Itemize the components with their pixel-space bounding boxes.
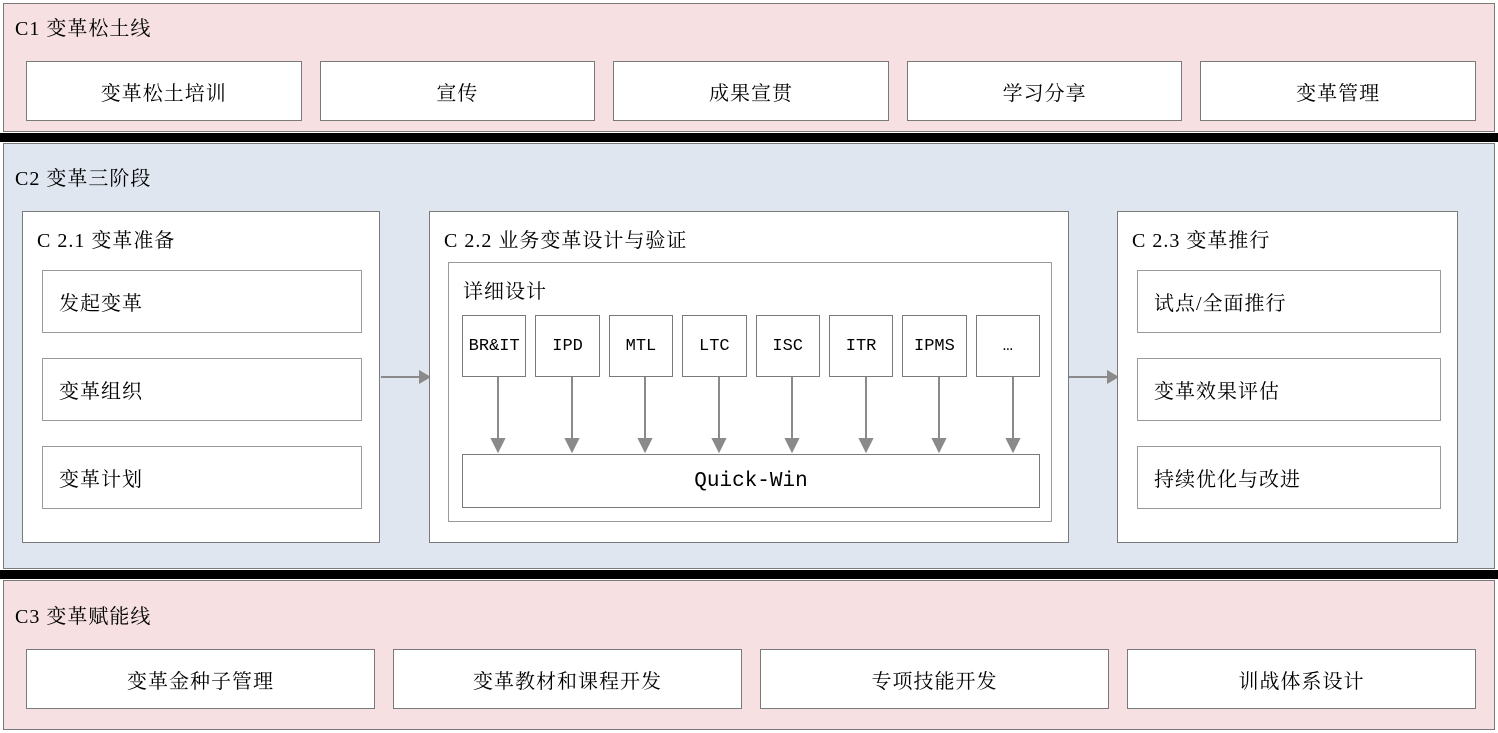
band-c3-title: C3 变革赋能线 xyxy=(15,606,152,628)
band-c1-title: C1 变革松土线 xyxy=(15,18,152,40)
module-7-more[interactable]: … xyxy=(976,315,1040,377)
module-4[interactable]: ISC xyxy=(756,315,820,377)
band-c1-items xyxy=(26,61,1476,121)
module-0[interactable]: BR&IT xyxy=(462,315,526,377)
panel-c21-title: C 2.1 变革准备 xyxy=(37,230,176,252)
arrow-down-icon-group xyxy=(462,377,1040,457)
panel-change-preparation xyxy=(22,211,380,543)
c1-item-4[interactable]: 变革管理 xyxy=(1200,61,1476,121)
module-row xyxy=(462,315,1040,377)
module-1[interactable]: IPD xyxy=(535,315,599,377)
c1-item-1[interactable]: 宣传 xyxy=(320,61,596,121)
c3-item-0[interactable]: 变革金种子管理 xyxy=(26,649,375,709)
band-c3 xyxy=(3,580,1495,730)
arrow-right-icon-prep-to-design xyxy=(381,366,431,388)
c3-item-2[interactable]: 专项技能开发 xyxy=(760,649,1109,709)
module-3[interactable]: LTC xyxy=(682,315,746,377)
arrow-right-icon-design-to-rollout xyxy=(1069,366,1119,388)
module-6[interactable]: IPMS xyxy=(902,315,966,377)
panel-business-change-design xyxy=(429,211,1069,543)
c21-item-1[interactable]: 变革组织 xyxy=(42,358,362,421)
band-c1 xyxy=(3,3,1495,132)
band-c3-items xyxy=(26,649,1476,709)
divider-top xyxy=(0,133,1498,142)
c21-item-0[interactable]: 发起变革 xyxy=(42,270,362,333)
band-c2 xyxy=(3,143,1495,569)
detail-design-title: 详细设计 xyxy=(463,281,547,303)
panel-c23-title: C 2.3 变革推行 xyxy=(1132,230,1271,252)
c1-item-0[interactable]: 变革松土培训 xyxy=(26,61,302,121)
c1-item-2[interactable]: 成果宣贯 xyxy=(613,61,889,121)
c21-item-2[interactable]: 变革计划 xyxy=(42,446,362,509)
c3-item-1[interactable]: 变革教材和课程开发 xyxy=(393,649,742,709)
c3-item-3[interactable]: 训战体系设计 xyxy=(1127,649,1476,709)
detail-design-group xyxy=(448,262,1052,522)
panel-change-rollout xyxy=(1117,211,1458,543)
c23-item-2[interactable]: 持续优化与改进 xyxy=(1137,446,1441,509)
c23-item-0[interactable]: 试点/全面推行 xyxy=(1137,270,1441,333)
quick-win-box[interactable]: Quick-Win xyxy=(462,454,1040,508)
c1-item-3[interactable]: 学习分享 xyxy=(907,61,1183,121)
panel-c22-title: C 2.2 业务变革设计与验证 xyxy=(444,230,688,252)
module-5[interactable]: ITR xyxy=(829,315,893,377)
band-c2-title: C2 变革三阶段 xyxy=(15,168,152,190)
c23-item-1[interactable]: 变革效果评估 xyxy=(1137,358,1441,421)
module-2[interactable]: MTL xyxy=(609,315,673,377)
divider-bottom xyxy=(0,570,1498,579)
